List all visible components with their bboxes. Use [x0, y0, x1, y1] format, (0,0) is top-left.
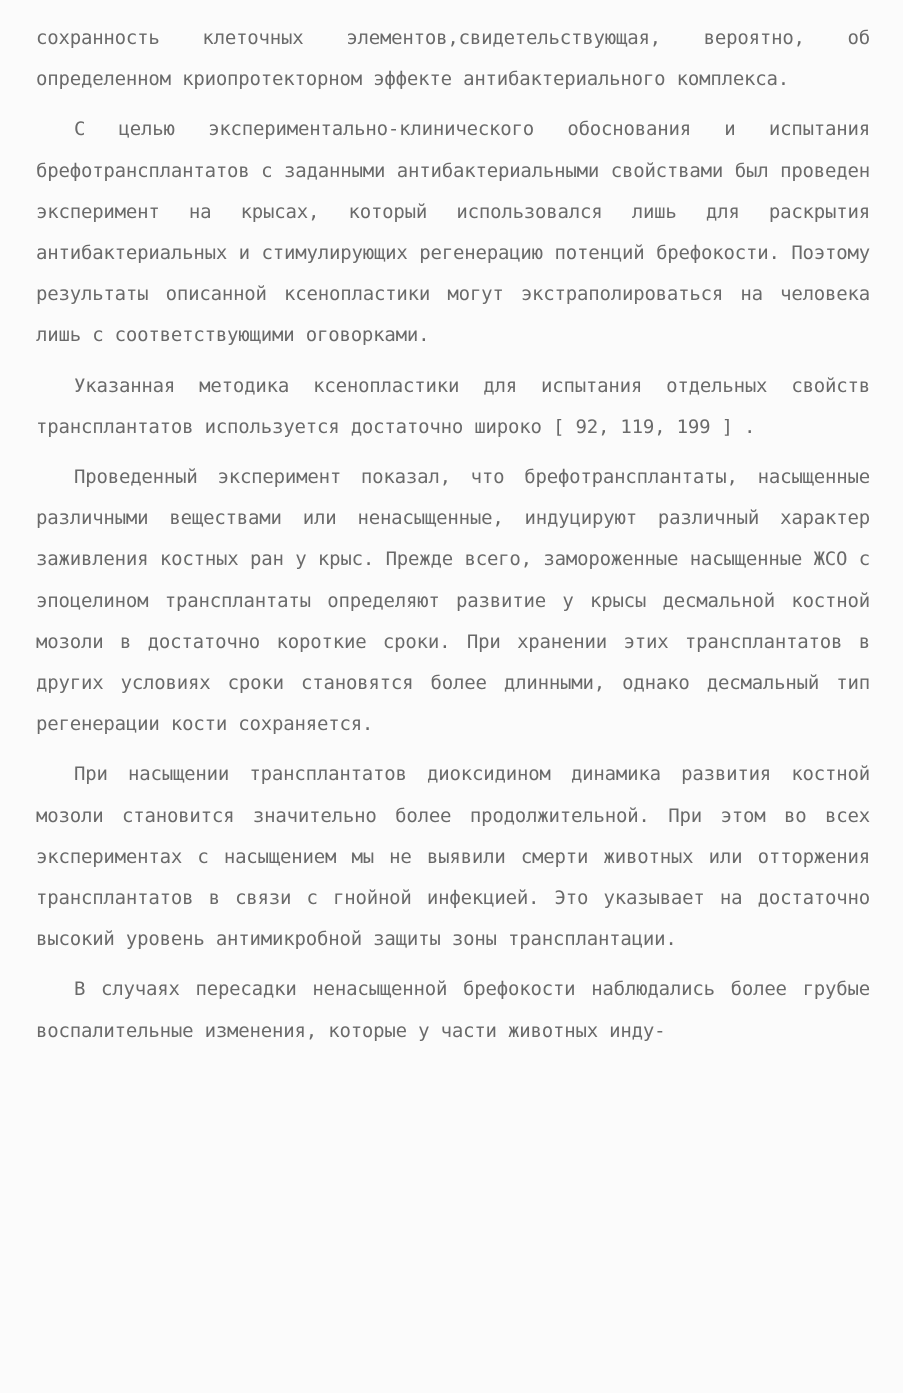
paragraph-4: Проведенный эксперимент показал, что брефотрансплантаты, насыщенные различными веществами или ненасыщенные, индуцируют различный характер заживления костных ран у крыс. Прежде всего, замороженные насыщенные ЖСО с эпоцелином трансплантаты определяют развитие у крысы десмальной костной мозоли в достаточно короткие сроки. При хранении этих трансплантатов в других условиях сроки становятся более длинными, однако десмальный тип регенерации кости сохраняется.	[36, 466, 870, 736]
paragraph-3: Указанная методика ксенопластики для испытания отдельных свойств трансплантатов используется достаточно широко [ 92, 119, 199 ] .	[36, 374, 870, 438]
paragraph-6: В случаях пересадки ненасыщенной брефокости наблюдались более грубые воспалительные изменения, которые у части животных инду-	[36, 978, 870, 1042]
paragraph-5: При насыщении трансплантатов диоксидином динамика развития костной мозоли становится значительно более продолжительной. При этом во всех экспериментах с насыщением мы не выявили смерти животных или отторжения трансплантатов в связи с гнойной инфекцией. Это указывает на достаточно высокий уровень антимикробной защиты зоны трансплантации.	[36, 763, 870, 951]
paragraph-1: сохранность клеточных элементов,свидетельствующая, вероятно, об определенном криопротекторном эффекте антибактериального комплекса.	[36, 27, 870, 91]
document-body	[36, 18, 870, 1061]
paragraph-2: С целью экспериментально-клинического обоснования и испытания брефотрансплантатов с заданными антибактериальными свойствами был проведен эксперимент на крысах, который использовался лишь для раскрытия антибактериальных и стимулирующих регенерацию потенций брефокости. Поэтому результаты описанной ксенопластики могут экстраполироваться на человека лишь с соответствующими оговорками.	[36, 118, 870, 347]
